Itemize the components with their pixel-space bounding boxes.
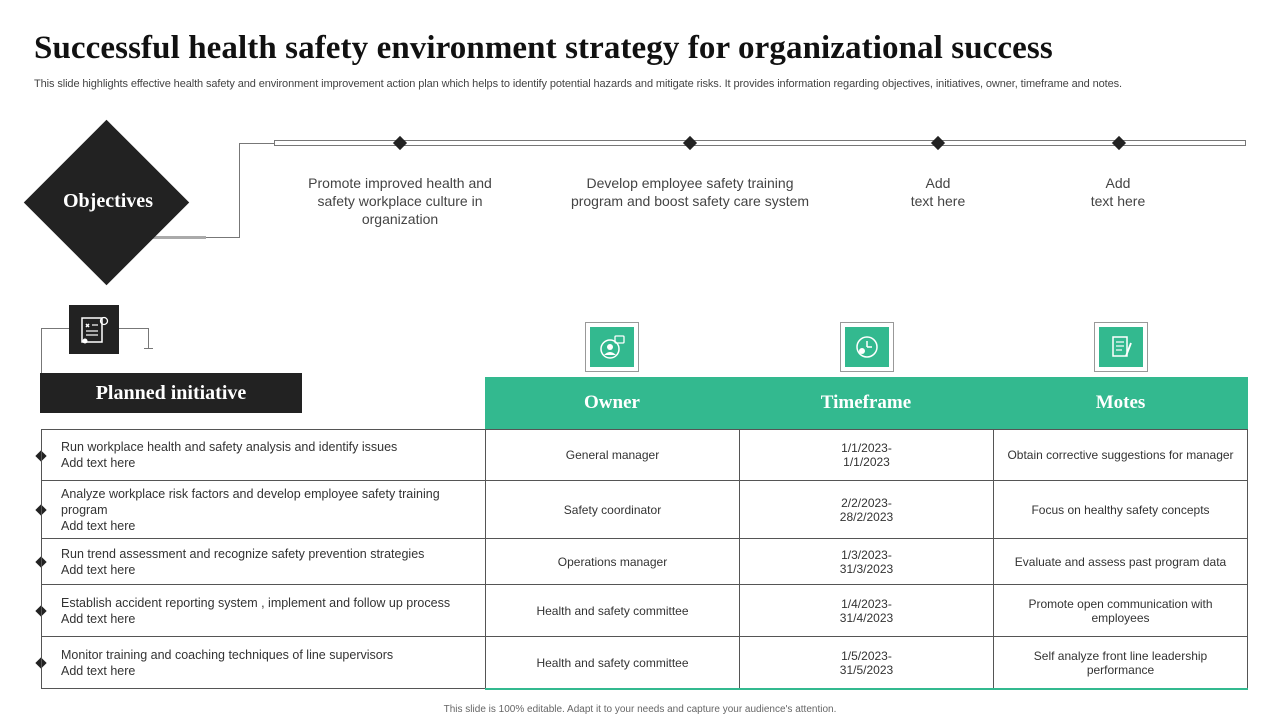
initiative-cell: Run workplace health and safety analysis and identify issues Add text here [41,430,485,480]
initiative-cell: Monitor training and coaching techniques of line supervisors Add text here [41,637,485,688]
notes-cell: Focus on healthy safety concepts [993,481,1248,538]
timeline-marker [393,136,407,150]
footer-note: This slide is 100% editable. Adapt it to your needs and capture your audience's attention. [443,704,837,715]
checklist-plan-icon [69,305,119,354]
owner-cell: Health and safety committee [485,637,739,688]
planned-initiative-label: Planned initiative [40,373,302,413]
initiative-cell: Establish accident reporting system , implement and follow up process Add text here [41,585,485,636]
notes-cell: Self analyze front line leadership performance [993,637,1248,688]
timeframe-cell: 1/1/2023- 1/1/2023 [739,430,993,480]
connector-line [239,143,240,238]
connector-accent [150,236,206,239]
column-header-owner: Owner [584,392,640,413]
timeline-marker [931,136,945,150]
timeframe-cell: 1/4/2023- 31/4/2023 [739,585,993,636]
notes-column-icon [1094,322,1148,372]
objective-text: Develop employee safety training program and boost safety care system [570,175,810,209]
initiative-cell: Analyze workplace risk factors and develop employee safety training program Add text here [41,481,485,538]
objective-text: Add text here [910,175,966,209]
column-header-timeframe: Timeframe [820,392,912,413]
owner-cell: Health and safety committee [485,585,739,636]
timeline-marker [683,136,697,150]
table-row [41,636,1248,689]
table-row [41,538,1248,584]
bracket-line [119,328,149,329]
owner-cell: Operations manager [485,539,739,584]
owner-cell: General manager [485,430,739,480]
slide-title: Successful health safety environment strategy for organizational success [34,30,1053,66]
timeframe-cell: 1/3/2023- 31/3/2023 [739,539,993,584]
connector-line [239,143,275,144]
owner-cell: Safety coordinator [485,481,739,538]
timeline-marker [1112,136,1126,150]
table-row [41,584,1248,636]
notes-cell: Evaluate and assess past program data [993,539,1248,584]
notes-cell: Promote open communication with employees [993,585,1248,636]
objective-text: Promote improved health and safety workplace culture in organization [308,175,492,227]
table-bottom-accent [485,688,1248,690]
table-row [41,480,1248,538]
timeframe-column-icon [840,322,894,372]
bracket-line [144,348,153,349]
table-row [41,429,1248,480]
document-notes-icon [1106,332,1136,362]
bracket-line [41,328,69,329]
objectives-label: Objectives [63,190,153,212]
column-header-notes: Motes [1095,392,1146,413]
notes-cell: Obtain corrective suggestions for manager [993,430,1248,480]
user-chat-icon [597,332,627,362]
owner-column-icon [585,322,639,372]
clock-gear-icon [852,332,882,362]
timeline-bar [274,140,1246,146]
slide-subtitle: This slide highlights effective health safety and environment improvement action plan which helps to identify potential hazards and mitigate risks. It provides information regarding objectives, initiatives, owner, timeframe and notes. [34,78,1122,90]
initiative-cell: Run trend assessment and recognize safety prevention strategies Add text here [41,539,485,584]
bracket-line [148,328,149,349]
timeframe-cell: 1/5/2023- 31/5/2023 [739,637,993,688]
bracket-line [41,328,42,375]
timeframe-cell: 2/2/2023- 28/2/2023 [739,481,993,538]
objective-text: Add text here [1090,175,1146,209]
